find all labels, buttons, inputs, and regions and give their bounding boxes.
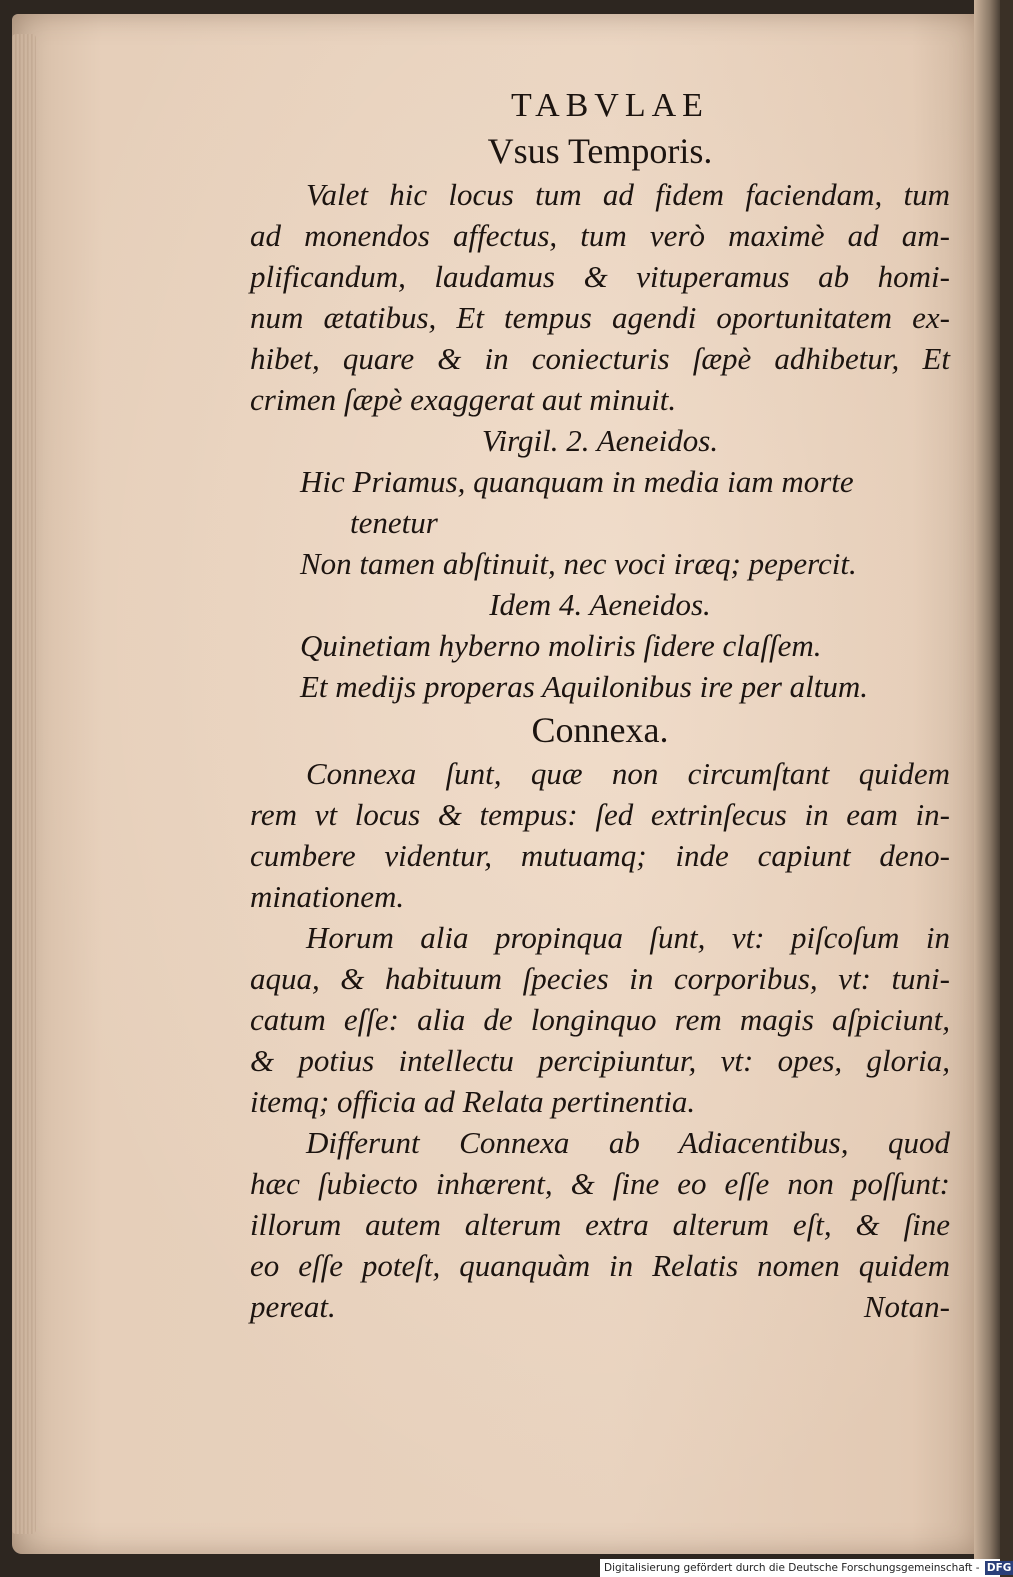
text-line: catum eſſe: alia de longinquo rem magis aſpiciunt, [250,1002,950,1037]
digitization-credit [600,1559,1012,1577]
text-line: illorum autem alterum extra alterum eſt, & ſine [250,1207,950,1242]
text-line: Valet hic locus tum ad fidem faciendam, tum [306,177,950,212]
text-line: cumbere videntur, mutuamq; inde capiunt deno- [250,838,950,873]
book-binding-edge [974,0,1000,1560]
text-line: hibet, quare & in coniecturis ſæpè adhibetur, Et [250,341,950,376]
text-line-end: pereat. [250,1289,336,1324]
text-line: itemq; officia ad Relata pertinentia. [250,1084,696,1119]
text-line: eo eſſe poteſt, quanquàm in Relatis nomen quidem [250,1248,950,1283]
section-title-vsus-temporis: Vsus Temporis. [487,131,713,171]
verse-line: Hic Priamus, quanquam in media iam morte [300,464,854,499]
dfg-logo: DFG [986,1562,1012,1574]
text-line-last [250,1286,950,1327]
verse-line: Et medijs properas Aquilonibus ire per altum. [300,669,869,704]
text-line: plificandum, laudamus & vituperamus ab homi- [250,259,950,294]
text-line: num ætatibus, Et tempus agendi oportunitatem ex- [250,300,950,335]
text-line: rem vt locus & tempus: ſed extrinſecus in eam in- [250,797,950,832]
citation: Idem 4. Aeneidos. [489,587,711,622]
credit-text: Digitalisierung gefördert durch die Deutsche Forschungsgemeinschaft - [604,1562,980,1574]
verse-line: Quinetiam hyberno moliris ſidere claſſem. [300,628,822,663]
section-title-connexa: Connexa. [531,710,669,750]
text-line: aqua, & habituum ſpecies in corporibus, vt: tuni- [250,961,950,996]
verse-line: tenetur [350,505,438,540]
page-edge-left [12,34,36,1534]
text-line: minationem. [250,879,405,914]
text-line: Differunt Connexa ab Adiacentibus, quod [306,1125,950,1160]
catchword: Notan- [863,1289,950,1324]
text-line: ad monendos affectus, tum verò maximè ad am- [250,218,950,253]
text-line: Connexa ſunt, quæ non circumſtant quidem [306,756,950,791]
text-line: hæc ſubiecto inhærent, & ſine eo eſſe non poſſunt: [250,1166,950,1201]
text-line: & potius intellectu percipiuntur, vt: opes, gloria, [250,1043,950,1078]
text-line: Horum alia propinqua ſunt, vt: piſcoſum in [306,920,950,955]
running-head: TABVLAE [511,87,709,124]
page-text-block [250,86,950,1327]
verse-line: Non tamen abſtinuit, nec voci iræq; pepercit. [300,546,857,581]
citation: Virgil. 2. Aeneidos. [481,423,719,458]
text-line: crimen ſæpè exaggerat aut minuit. [250,382,677,417]
